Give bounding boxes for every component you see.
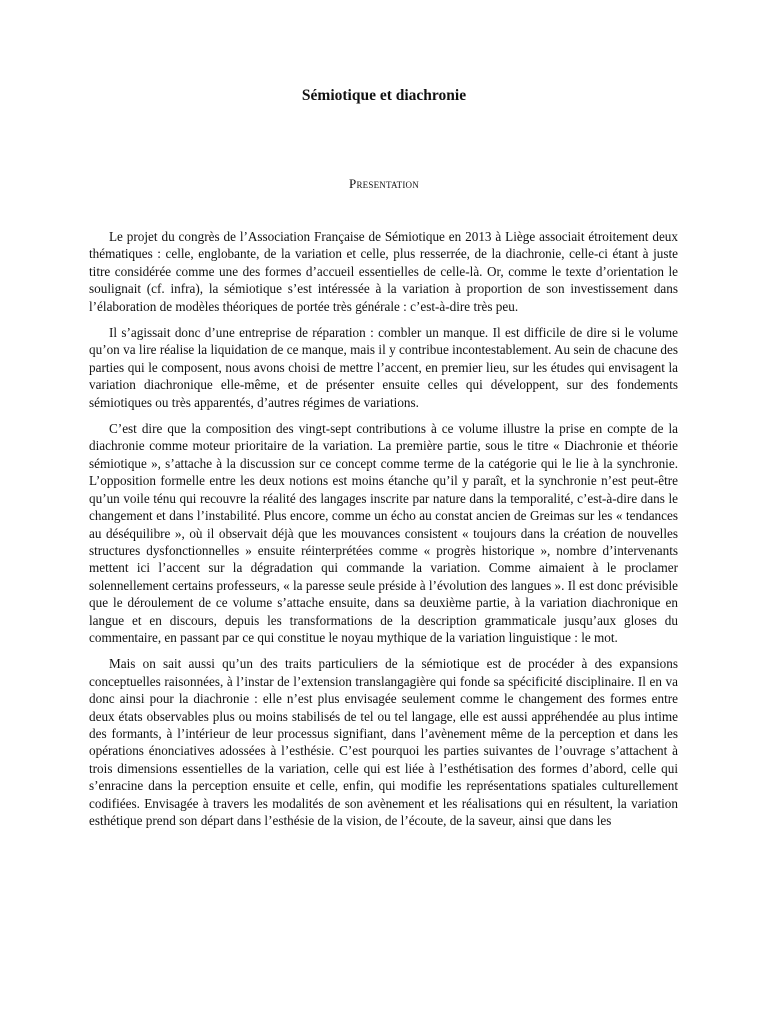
document-title: Sémiotique et diachronie xyxy=(301,87,467,104)
paragraph: Il s’agissait donc d’une entreprise de réparation : combler un manque. Il est difficile de dire si le volume qu’on va lire réalise la liquidation de ce manque, mais il y contribue incontestablement. Au sein de chacune des parties qui le composent, nous avons choisi de mettre l’accent, en premier lieu, sur les études qui envisagent la variation diachronique elle-même, et de présenter ensuite celles qui développent, sur des fondements sémiotiques ou très apparentés, d’autres régimes de variations. xyxy=(89,325,678,410)
body-text xyxy=(89,228,678,838)
paragraph: Le projet du congrès de l’Association Française de Sémiotique en 2013 à Liège associait étroitement deux thématiques : celle, englobante, de la variation et celle, plus resserrée, de la diachronie, celle-ci étant à juste titre considérée comme une des formes d’accueil essentielles de celle-là. Or, comme le texte d’orientation le soulignait (cf. infra), la sémiotique s’est intéressée à la variation à proportion de son investissement dans l’élaboration de modèles théoriques de portée très générale : c’est-à-dire très peu. xyxy=(89,229,678,314)
section-heading: Presentation xyxy=(349,176,419,191)
paragraph: C’est dire que la composition des vingt-sept contributions à ce volume illustre la prise en compte de la diachronie comme moteur prioritaire de la variation. La première partie, sous le titre « Diachronie et théorie sémiotique », s’attache à la discussion sur ce concept comme terme de la catégorie qui le lie à la synchronie. L’opposition formelle entre les deux notions est moins étanche qu’il y paraît, et la synchronie n’est peut-être qu’un voile ténu qui recouvre la réalité des langages inscrite par nature dans la temporalité, c’est-à-dire dans le changement et dans l’instabilité. Plus encore, comme un écho au constat ancien de Greimas sur les « tendances au déséquilibre », où il observait déjà que les mouvances consistent « toujours dans la création de nouvelles structures dysfonctionnelles » ensuite réinterprétées comme « progrès historique », nombre d’intervenants mettent ici l’accent sur la dégradation qui commande la variation. Comme aimaient à le proclamer solennellement certains professeurs, « la paresse seule préside à l’évolution des langues ». Il est donc prévisible que le déroulement de ce volume s’attache ensuite, dans sa deuxième partie, à la variation diachronique en langue et en discours, depuis les transformations de la description grammaticale jusqu’aux gloses du commentaire, en passant par ce qui constitue le noyau mythique de la variation linguistique : le mot. xyxy=(89,421,678,645)
paragraph: Mais on sait aussi qu’un des traits particuliers de la sémiotique est de procéder à des expansions conceptuelles raisonnées, à l’instar de l’extension translangagière qui fonde sa spécificité disciplinaire. Il en va donc ainsi pour la diachronie : elle n’est plus envisagée seulement comme le changement des formes entre deux états observables plus ou moins stabilisés de tel ou tel langage, elle est aussi appréhendée au plus intime des formants, à l’intérieur de leur processus signifiant, dans l’avènement même de la perception et dans les opérations énonciatives adossées à l’esthésie. C’est pourquoi les parties suivantes de l’ouvrage s’attachent à trois dimensions essentielles de la variation, celle qui est liée à l’esthétisation des formes d’abord, celle qui s’enracine dans la perception ensuite et celle, enfin, qui modifie les représentations spatiales culturellement codifiées. Envisagée à travers les modalités de son avènement et les réalisations qui en résultent, la variation esthétique prend son départ dans l’esthésie de la vision, de l’écoute, de la saveur, ainsi que dans les xyxy=(89,656,678,828)
